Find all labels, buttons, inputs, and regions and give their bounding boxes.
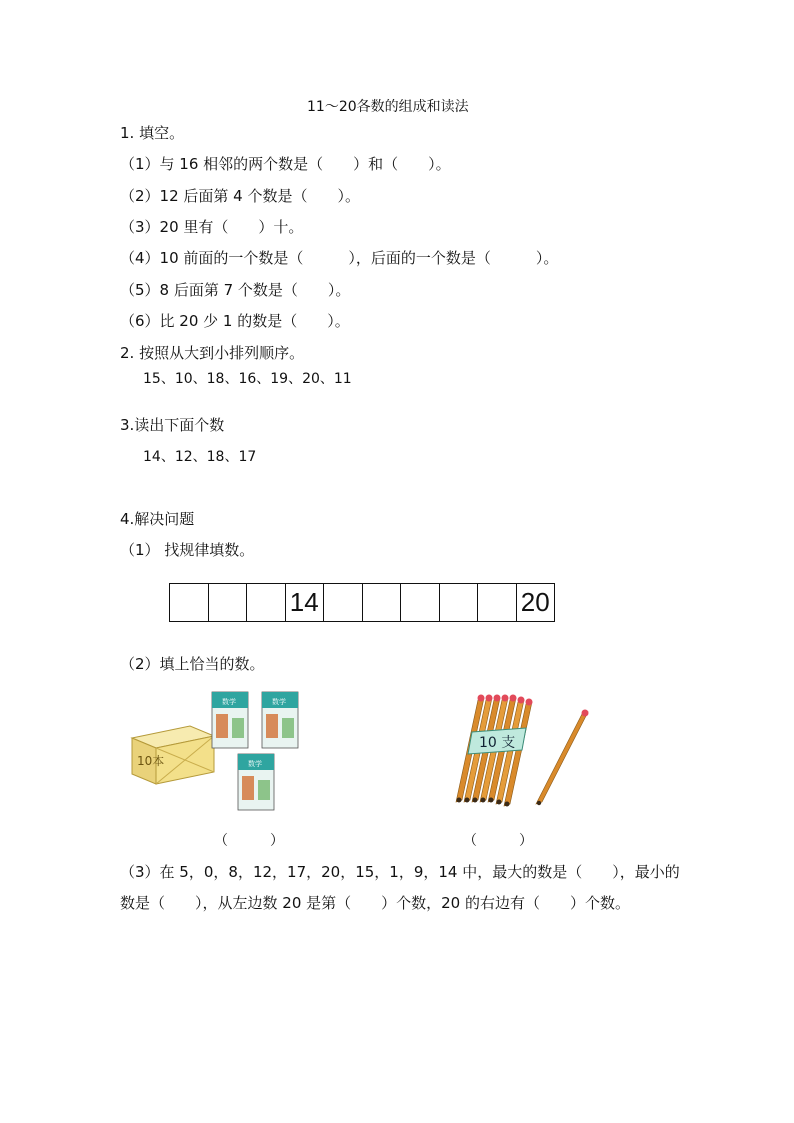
- q2-numbers: 15、10、18、16、19、20、11: [143, 371, 352, 387]
- single-pencil-icon: [536, 710, 589, 806]
- books-illustration: [128, 688, 318, 818]
- q1-item-2: （2）12 后面第 4 个数是（ ）。: [120, 187, 360, 205]
- q3-numbers: 14、12、18、17: [143, 449, 257, 465]
- q4-part3-line1: （3）在 5，0，8，12，17，20，15，1，9，14 中，最大的数是（ ），最小的: [120, 863, 680, 881]
- svg-text:10 支: 10 支: [479, 735, 516, 751]
- sequence-cell[interactable]: [324, 584, 363, 621]
- sequence-cell[interactable]: [440, 584, 479, 621]
- q1-item-3: （3）20 里有（ ）十。: [120, 218, 304, 236]
- answer-blank-books[interactable]: （ ）: [214, 833, 284, 849]
- sequence-cell: 14: [286, 584, 325, 621]
- q1-item-6: （6）比 20 少 1 的数是（ ）。: [120, 312, 350, 330]
- book-bundle-icon: [132, 726, 214, 784]
- sequence-cell[interactable]: [209, 584, 248, 621]
- pencils-illustration: [448, 690, 598, 815]
- q3-heading: 3.读出下面个数: [120, 416, 225, 434]
- math-book-icon: [212, 692, 248, 748]
- svg-text:数学: 数学: [248, 760, 262, 768]
- page-title: 11～20各数的组成和读法: [307, 99, 469, 115]
- q4-heading: 4.解决问题: [120, 510, 195, 528]
- sequence-cell[interactable]: [363, 584, 402, 621]
- math-book-icon: [262, 692, 298, 748]
- sequence-cell[interactable]: [170, 584, 209, 621]
- answer-blank-pencils[interactable]: （ ）: [463, 833, 533, 849]
- sequence-cell[interactable]: [478, 584, 517, 621]
- q1-item-1: （1）与 16 相邻的两个数是（ ）和（ ）。: [120, 155, 451, 173]
- q2-heading: 2. 按照从大到小排列顺序。: [120, 344, 305, 362]
- sequence-cell[interactable]: [247, 584, 286, 621]
- q4-part2-label: （2）填上恰当的数。: [120, 655, 265, 673]
- pencil-bundle-icon: [456, 695, 533, 807]
- svg-text:数学: 数学: [272, 698, 286, 706]
- q1-heading: 1. 填空。: [120, 124, 185, 142]
- svg-text:数学: 数学: [222, 698, 236, 706]
- sequence-cell[interactable]: [401, 584, 440, 621]
- sequence-cell: 20: [517, 584, 556, 621]
- q4-part1-label: （1） 找规律填数。: [120, 541, 255, 559]
- q1-item-5: （5）8 后面第 7 个数是（ ）。: [120, 281, 351, 299]
- svg-text:10本: 10本: [137, 754, 165, 768]
- q1-item-4: （4）10 前面的一个数是（ ），后面的一个数是（ ）。: [120, 249, 559, 267]
- math-book-icon: [238, 754, 274, 810]
- sequence-grid: [169, 583, 555, 622]
- q4-part3-line2: 数是（ ），从左边数 20 是第（ ）个数，20 的右边有（ ）个数。: [120, 894, 630, 912]
